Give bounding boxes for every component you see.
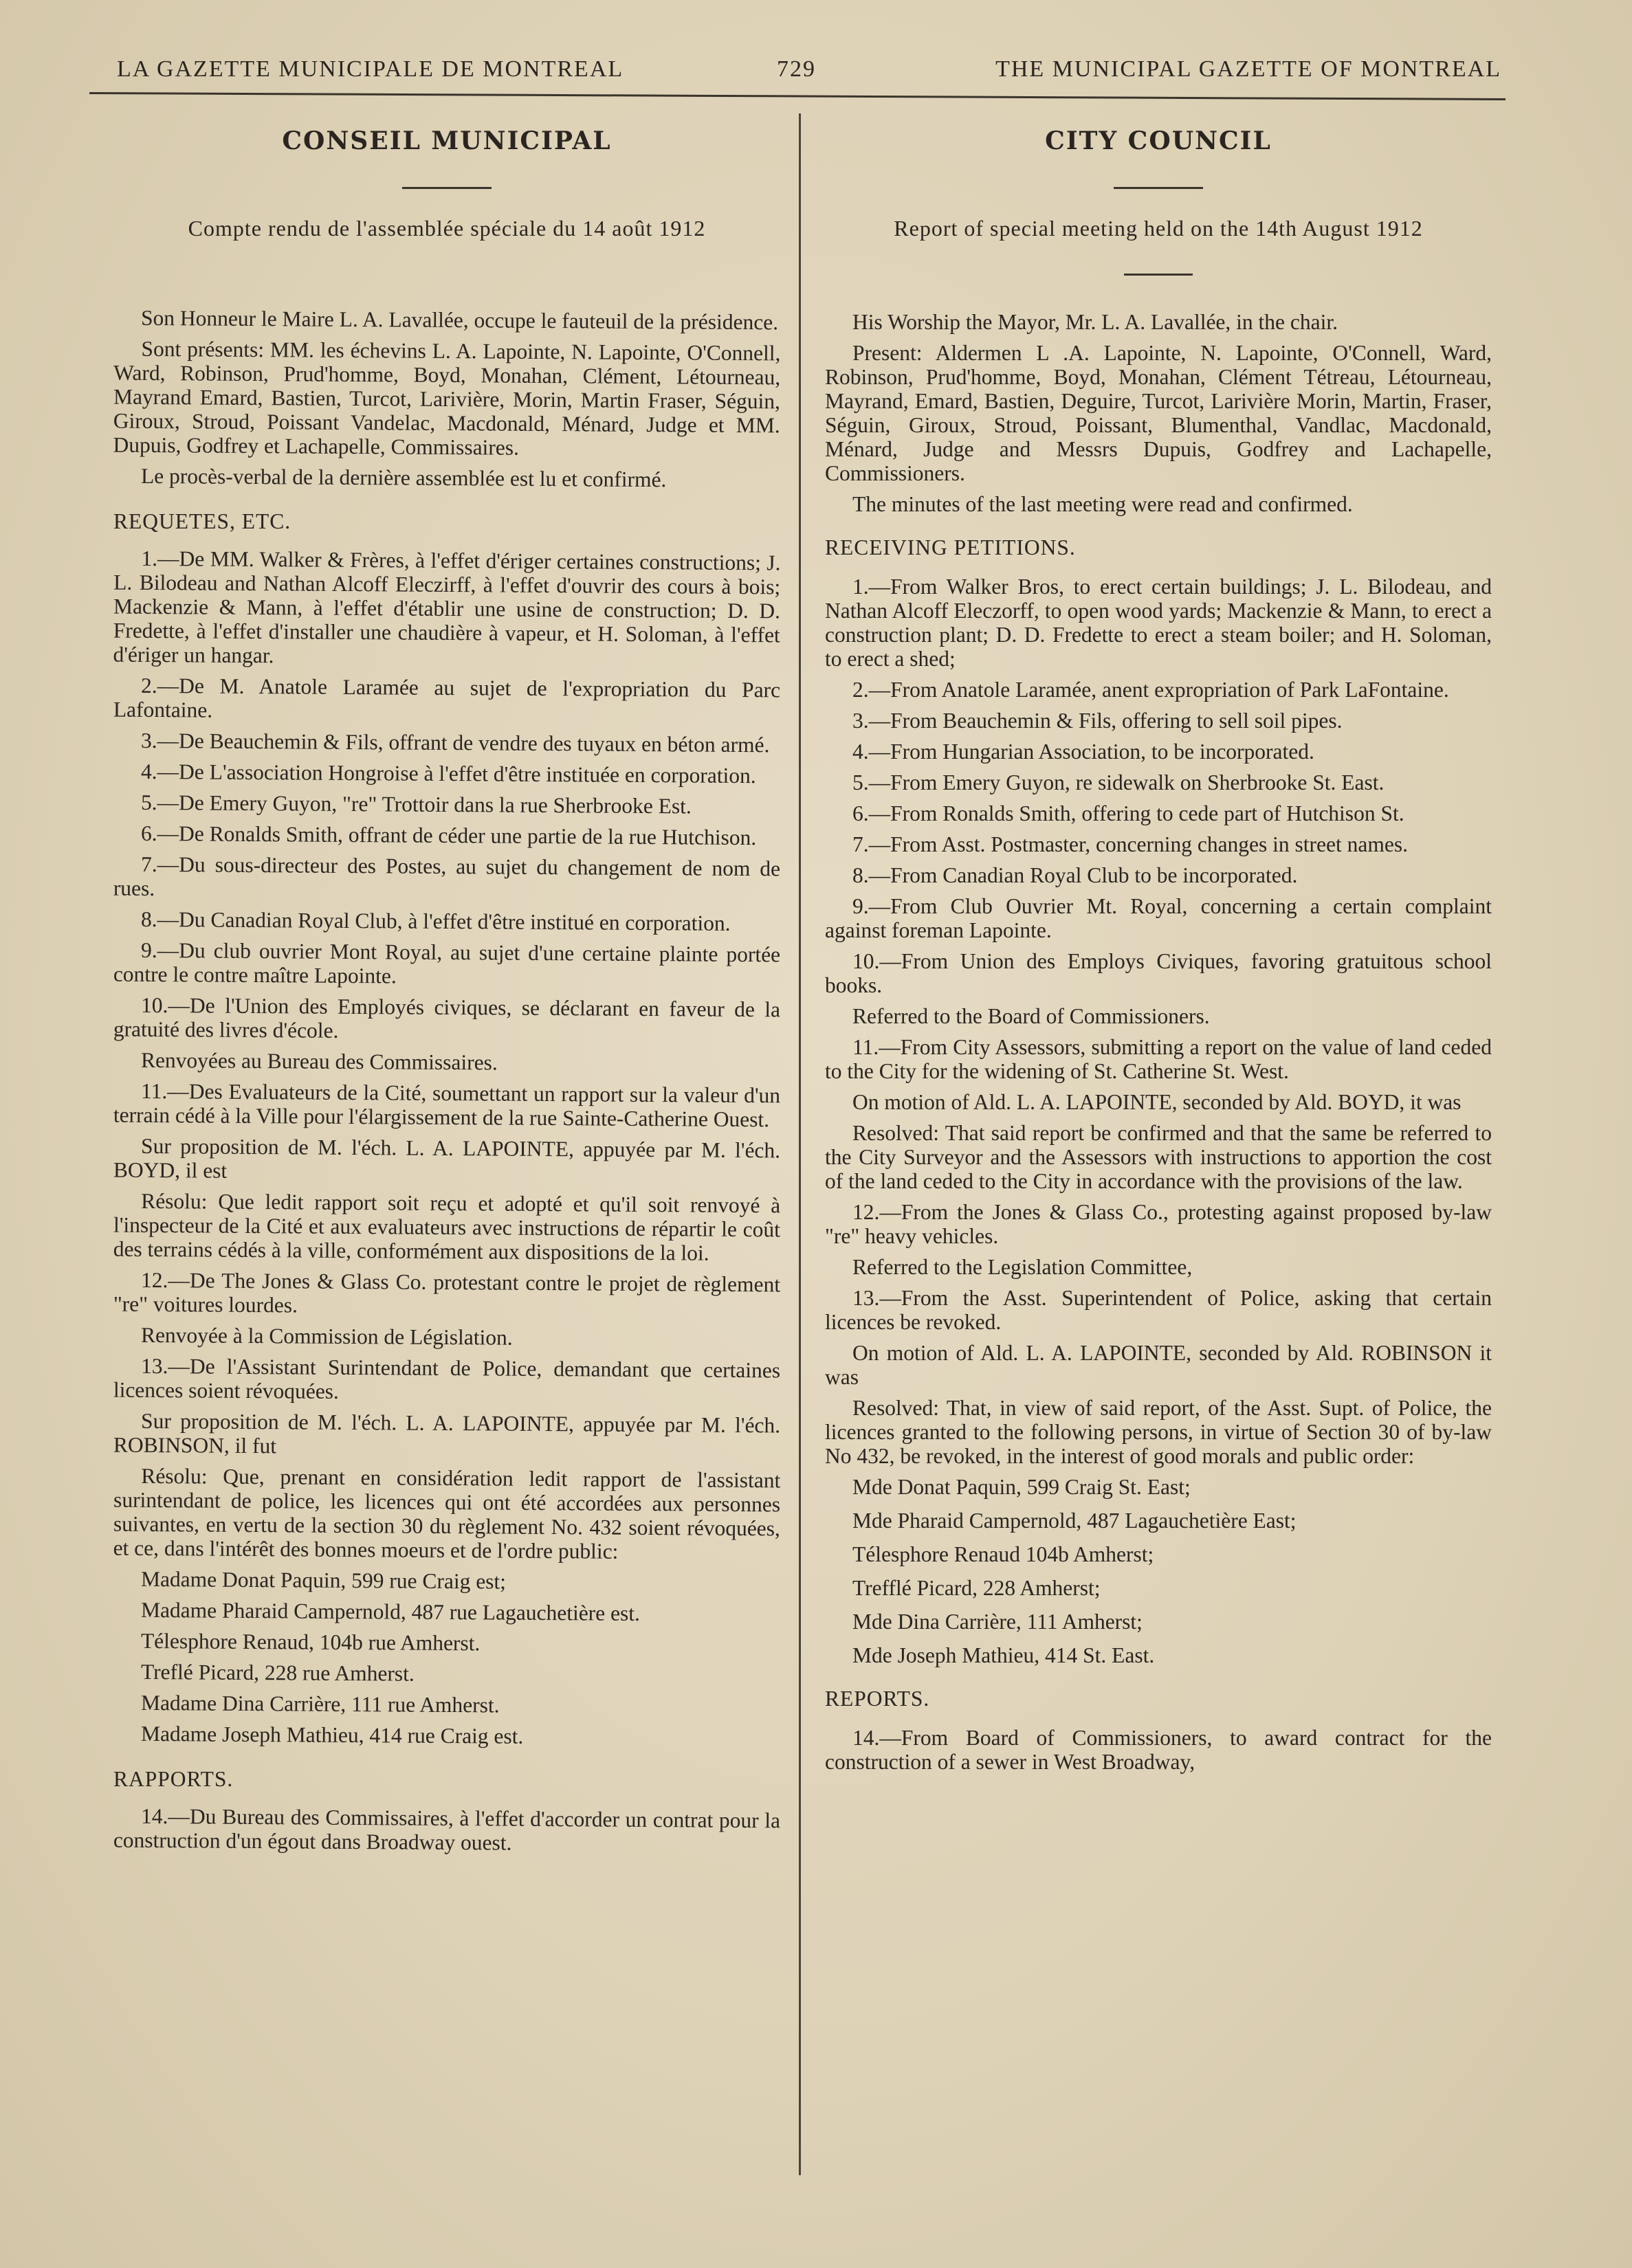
licence-item: Télesphore Renaud, 104b rue Amherst. <box>140 1628 481 1656</box>
list-item: 2.—From Anatole Laramée, anent expropriation of Park LaFontaine. <box>852 678 1449 702</box>
list-item: Renvoyée à la Commission de Législation. <box>140 1322 513 1350</box>
header-rule <box>89 92 1506 100</box>
list-item: Renvoyées au Bureau des Commissaires. <box>140 1047 498 1075</box>
header-english-title: THE MUNICIPAL GAZETTE OF MONTREAL <box>995 56 1501 82</box>
title-rule <box>1114 187 1203 189</box>
list-item: 9.—Du club ouvrier Mont Royal, au sujet d'une certaine plainte portée contre le contre maître Lapointe. <box>113 937 781 988</box>
running-head <box>117 56 1501 91</box>
section-heading-petitions: RECEIVING PETITIONS. <box>825 535 1076 559</box>
licence-item: Madame Dina Carrière, 111 rue Amherst. <box>140 1690 500 1717</box>
list-item: 13.—From the Asst. Superintendent of Police, asking that certain licences be revoked. <box>825 1286 1492 1334</box>
list-item: 11.—From City Assessors, submitting a report on the value of land ceded to the City for the widening of St. Catherine St. West. <box>825 1035 1492 1083</box>
licence-item: Télesphore Renaud 104b Amherst; <box>852 1542 1154 1566</box>
list-item: 9.—From Club Ouvrier Mt. Royal, concerning a certain complaint against foreman Lapointe. <box>825 894 1492 942</box>
list-item: 6.—From Ronalds Smith, offering to cede part of Hutchison St. <box>852 801 1404 825</box>
paragraph: His Worship the Mayor, Mr. L. A. Lavallée, in the chair. <box>852 310 1338 334</box>
list-item: On motion of Ald. L. A. LAPOINTE, seconded by Ald. ROBINSON it was <box>825 1341 1492 1389</box>
licence-item: Trefflé Picard, 228 Amherst; <box>852 1576 1101 1600</box>
list-item: 14.—Du Bureau des Commissaires, à l'effet d'accorder un contrat pour la construction d'un égout dans Broadway ouest. <box>113 1803 781 1855</box>
list-item: Sur proposition de M. l'éch. L. A. LAPOINTE, appuyée par M. l'éch. ROBINSON, il fut <box>113 1408 781 1458</box>
list-item: 4.—From Hungarian Association, to be incorporated. <box>852 740 1314 764</box>
list-item: 5.—De Emery Guyon, "re" Trottoir dans la rue Sherbrooke Est. <box>140 790 692 819</box>
paragraph: Present: Aldermen L .A. Lapointe, N. Lapointe, O'Connell, Ward, Robinson, Prud'homme, Boyd, Monahan, Clément Tétreau, Létourneau, Mayrand, Emard, Bastien, Deguire, Turcot, Larivière Morin, Martin, Fraser, Séguin, Giroux, Stroud, Poissant, Blumenthal, Vandlac, Macdonald, Ménard, Judge and Messrs Dupuis, Godfrey and Lachapelle, Commissioners. <box>825 341 1492 485</box>
french-title: CONSEIL MUNICIPAL <box>282 126 612 155</box>
paragraph: The minutes of the last meeting were read and confirmed. <box>852 492 1353 516</box>
list-item: 4.—De L'association Hongroise à l'effet d'être instituée en corporation. <box>140 759 756 788</box>
list-item: 12.—From the Jones & Glass Co., protesting against proposed by-law "re" heavy vehicles. <box>825 1200 1492 1248</box>
french-column <box>113 117 780 1861</box>
list-item: 10.—From Union des Employs Civiques, favoring gratuitous school books. <box>825 949 1492 997</box>
list-item: 2.—De M. Anatole Laramée au sujet de l'expropriation du Parc Lafontaine. <box>113 673 781 722</box>
licence-item: Mde Dina Carrière, 111 Amherst; <box>852 1610 1143 1634</box>
list-item: 12.—De The Jones & Glass Co. protestant contre le projet de règlement "re" voitures lourdes. <box>113 1267 781 1318</box>
list-item: Résolu: Que, prenant en considération ledit rapport de l'assistant surintendant de police, les licences qui ont été accordées aux personnes suivantes, en vertu de la section 30 du règlement No. 432 soient révoquées, et ce, dans l'intérêt des bonnes moeurs et de l'ordre public: <box>113 1463 781 1564</box>
licence-item: Madame Pharaid Campernold, 487 rue Lagauchetière est. <box>140 1597 641 1625</box>
list-item: Resolved: That, in view of said report, of the Asst. Supt. of Police, the licences granted to the following persons, in virtue of Section 30 of by-law No 432, be revoked, in the interest of good morals and public order: <box>825 1396 1492 1468</box>
list-item: 6.—De Ronalds Smith, offrant de céder une partie de la rue Hutchison. <box>140 821 757 850</box>
english-subtitle: Report of special meeting held on the 14th August 1912 <box>894 216 1423 241</box>
column-divider <box>799 113 801 2175</box>
licence-item: Mde Donat Paquin, 599 Craig St. East; <box>852 1475 1191 1499</box>
list-item: Referred to the Board of Commissioners. <box>852 1004 1210 1028</box>
english-column <box>825 117 1492 1781</box>
list-item: 7.—From Asst. Postmaster, concerning changes in street names. <box>852 832 1408 856</box>
list-item: Resolved: That said report be confirmed and that the same be referred to the City Surveyor and the Assessors with instructions to apportion the cost of the land ceded to the City in accordance with the provisions of the law. <box>825 1121 1492 1193</box>
licence-item: Madame Joseph Mathieu, 414 rue Craig est. <box>140 1721 524 1748</box>
list-item: 3.—From Beauchemin & Fils, offering to sell soil pipes. <box>852 709 1343 733</box>
paragraph: Le procès-verbal de la dernière assemblée est lu et confirmé. <box>140 463 667 492</box>
title-rule <box>402 187 492 189</box>
english-title: CITY COUNCIL <box>1045 126 1272 155</box>
paragraph: Sont présents: MM. les échevins L. A. Lapointe, N. Lapointe, O'Connell, Ward, Robinson, Prud'homme, Boyd, Monahan, Clément, Létourneau, Mayrand Emard, Bastien, Turcot, Larivière, Morin, Martin Fraser, Séguin, Giroux, Stroud, Poissant Vandelac, Macdonald, Ménard, Judge et MM. Dupuis, Godfrey et Lachapelle, Commissaires. <box>113 336 781 460</box>
french-subtitle: Compte rendu de l'assemblée spéciale du 14 août 1912 <box>188 216 706 241</box>
paragraph: Son Honneur le Maire L. A. Lavallée, occupe le fauteuil de la présidence. <box>140 305 779 335</box>
list-item: 8.—Du Canadian Royal Club, à l'effet d'être institué en corporation. <box>140 907 731 935</box>
list-item: 13.—De l'Assistant Surintendant de Police, demandant que certaines licences soient révoquées. <box>113 1353 781 1403</box>
section-heading-rapports: RAPPORTS. <box>113 1767 234 1791</box>
licence-item: Mde Pharaid Campernold, 487 Lagauchetière East; <box>852 1509 1297 1533</box>
list-item: 10.—De l'Union des Employés civiques, se déclarant en faveur de la gratuité des livres d'école. <box>113 992 781 1043</box>
subtitle-rule <box>1124 274 1193 276</box>
section-heading-reports: REPORTS. <box>825 1687 930 1711</box>
header-french-title: LA GAZETTE MUNICIPALE DE MONTREAL <box>117 56 624 82</box>
list-item: 8.—From Canadian Royal Club to be incorporated. <box>852 863 1298 887</box>
page-number: 729 <box>777 56 816 82</box>
list-item: 11.—Des Evaluateurs de la Cité, soumettant un rapport sur la valeur d'un terrain cédé à la Ville pour l'élargissement de la rue Sainte-Catherine Ouest. <box>113 1078 781 1132</box>
licence-item: Mde Joseph Mathieu, 414 St. East. <box>852 1643 1155 1667</box>
list-item: Résolu: Que ledit rapport soit reçu et adopté et qu'il soit renvoyé à l'inspecteur de la Cité et aux evaluateurs avec instructions de répartir le coût des terrains cédés à la ville, conformément aux dispositions de la loi. <box>113 1188 781 1265</box>
list-item: 3.—De Beauchemin & Fils, offrant de vendre des tuyaux en béton armé. <box>140 728 770 757</box>
list-item: 1.—De MM. Walker & Frères, à l'effet d'ériger certaines constructions; J. L. Bilodeau and Nathan Alcoff Eleczirff, à l'effet d'ouvrir des cours à bois; Mackenzie & Mann, à l'effet d'établir une usine de construction; D. D. Fredette, à l'effet d'installer une chaudière à vapeur, et H. Soloman, à l'effet d'ériger un hangar. <box>113 546 781 668</box>
list-item: On motion of Ald. L. A. LAPOINTE, seconded by Ald. BOYD, it was <box>852 1090 1462 1114</box>
list-item: 1.—From Walker Bros, to erect certain buildings; J. L. Bilodeau, and Nathan Alcoff Eleczorff, to open wood yards; Mackenzie & Mann, to erect a construction plant; D. D. Fredette to erect a steam boiler; and H. Soloman, to erect a shed; <box>825 575 1492 671</box>
list-item: 5.—From Emery Guyon, re sidewalk on Sherbrooke St. East. <box>852 770 1385 794</box>
list-item: 14.—From Board of Commissioners, to award contract for the construction of a sewer in West Broadway, <box>825 1726 1492 1774</box>
list-item: Sur proposition de M. l'éch. L. A. LAPOINTE, appuyée par M. l'éch. BOYD, il est <box>113 1133 781 1183</box>
list-item: 7.—Du sous-directeur des Postes, au sujet du changement de nom de rues. <box>113 852 781 901</box>
licence-item: Treflé Picard, 228 rue Amherst. <box>140 1659 415 1686</box>
section-heading-requetes: REQUETES, ETC. <box>113 509 291 533</box>
list-item: Referred to the Legislation Committee, <box>852 1255 1193 1279</box>
licence-item: Madame Donat Paquin, 599 rue Craig est; <box>140 1566 507 1594</box>
